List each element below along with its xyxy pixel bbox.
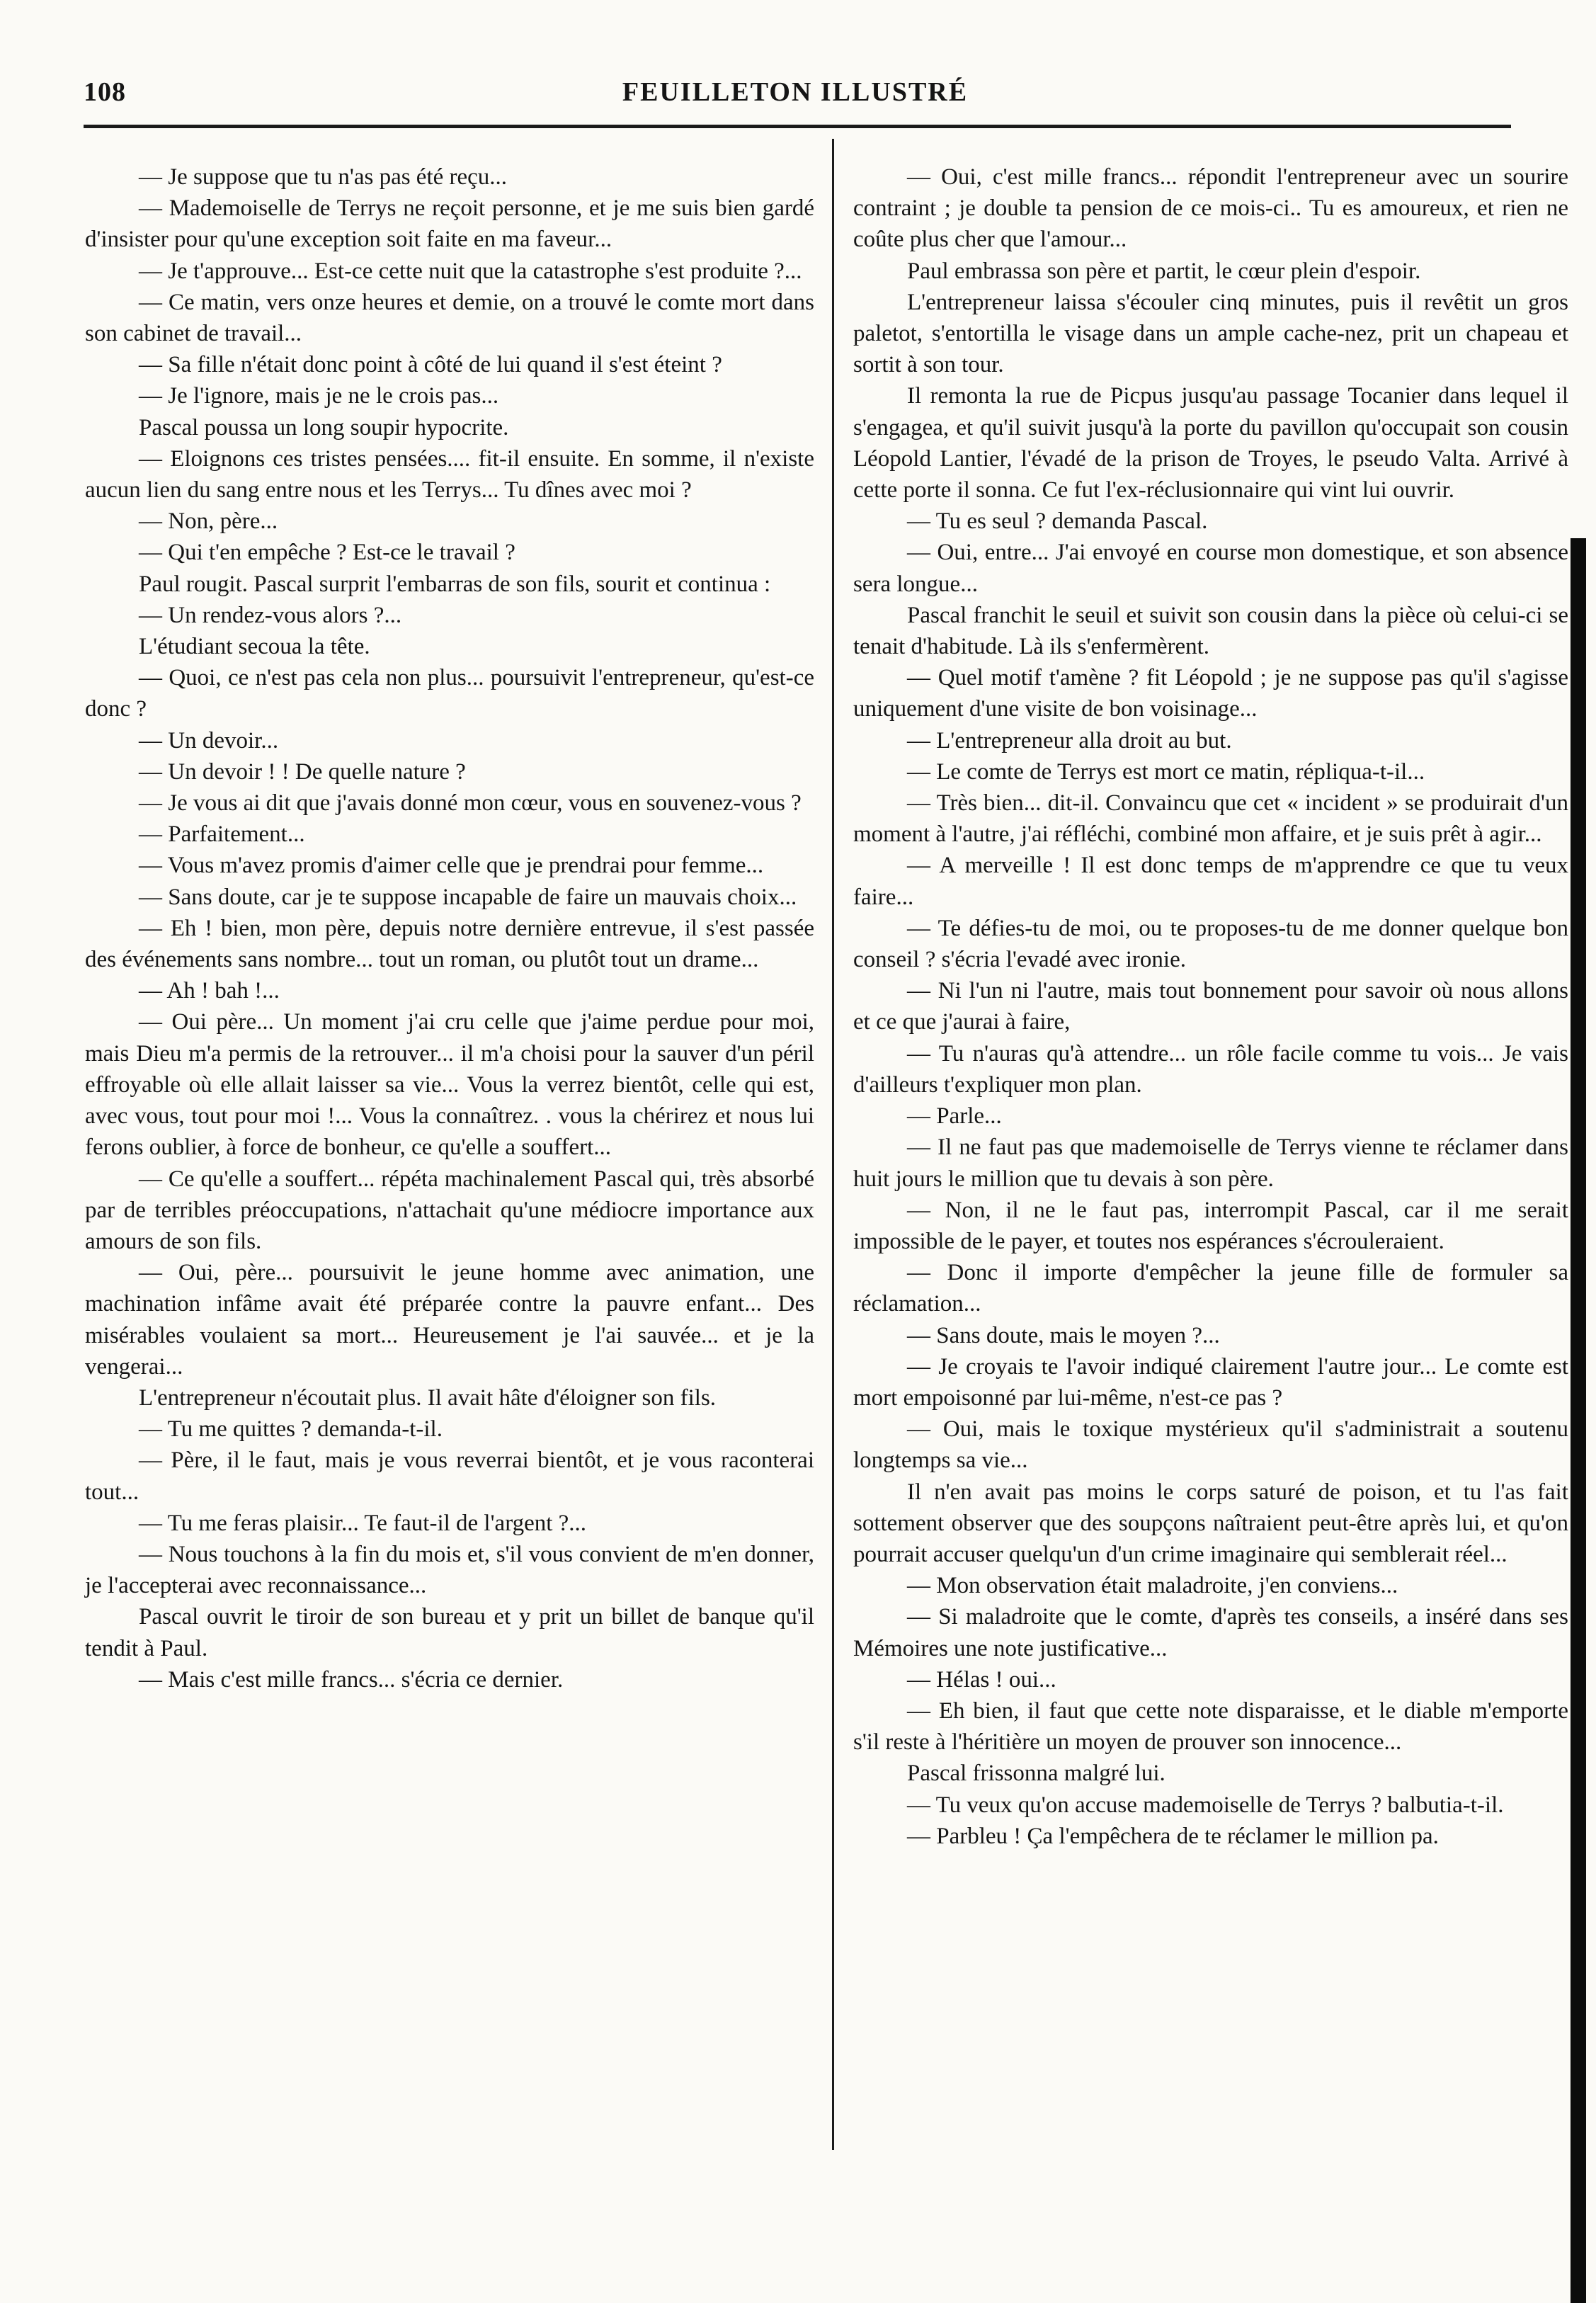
paragraph: — Je l'ignore, mais je ne le crois pas... (139, 383, 499, 409)
right-column (853, 161, 1568, 1852)
paragraph: — Tu n'auras qu'à attendre... un rôle facile comme tu vois... Je vais d'ailleurs t'expliquer mon plan. (853, 1040, 1568, 1098)
paragraph: Pascal franchit le seuil et suivit son cousin dans la pièce où celui-ci se tenait d'habitude. Là ils s'enfermèrent. (853, 602, 1568, 660)
header-rule (84, 125, 1511, 128)
paragraph: Il n'en avait pas moins le corps saturé de poison, et tu l'as fait sottement observer que des soupçons naîtraient peut-être après lui, et qu'on pourrait accuser quelqu'un d'un crime imaginaire qui semblerait réel... (853, 1479, 1568, 1567)
paragraph: — Sa fille n'était donc point à côté de lui quand il s'est éteint ? (139, 352, 722, 378)
paragraph: — Hélas ! oui... (907, 1666, 1056, 1693)
paragraph: — Nous touchons à la fin du mois et, s'il vous convient de m'en donner, je l'accepterai avec reconnaissance... (85, 1541, 814, 1599)
paragraph: — Parbleu ! Ça l'empêchera de te réclamer le million pa. (907, 1823, 1439, 1849)
paragraph: — Je croyais te l'avoir indiqué clairement l'autre jour... Le comte est mort empoisonné par lui-même, n'est-ce pas ? (853, 1353, 1568, 1411)
paragraph: — Il ne faut pas que mademoiselle de Terrys vienne te réclamer dans huit jours le million que tu devais à son père. (853, 1135, 1568, 1192)
paragraph: — Parfaitement... (139, 821, 305, 848)
paragraph: — Ce qu'elle a souffert... répéta machinalement Pascal qui, très absorbé par de terribles préoccupations, n'attachait qu'une médiocre importance aux amours de son fils. (85, 1166, 814, 1254)
paragraph: — Donc il importe d'empêcher la jeune fille de formuler sa réclamation... (853, 1260, 1568, 1317)
paragraph: — Je suppose que tu n'as pas été reçu... (139, 164, 508, 190)
scan-edge-shadow (1571, 538, 1586, 2303)
paragraph: — A merveille ! Il est donc temps de m'apprendre ce que tu veux faire... (853, 853, 1568, 910)
paragraph: — Tu es seul ? demanda Pascal. (907, 508, 1208, 535)
paragraph: — Vous m'avez promis d'aimer celle que je prendrai pour femme... (139, 853, 764, 879)
paragraph: — Oui père... Un moment j'ai cru celle que j'aime perdue pour moi, mais Dieu m'a permis de la retrouver... il m'a choisi pour la sauver d'un péril effroyable où elle allait laisser sa vie... Vous la verrez bientôt, celle qui est, avec vous, tout pour moi !... Vous la connaîtrez. . vous la chérirez et nous lui ferons oublier, à force de bonheur, ce qu'elle a souffert... (85, 1009, 814, 1161)
paragraph: — Un devoir ! ! De quelle nature ? (139, 758, 466, 785)
paragraph: L'entrepreneur laissa s'écouler cinq minutes, puis il revêtit un gros paletot, s'entortilla le visage dans un ample cache-nez, prit un chapeau et sortit à son tour. (853, 289, 1568, 378)
paragraph: Pascal poussa un long soupir hypocrite. (139, 414, 509, 440)
paragraph: — Non, il ne le faut pas, interrompit Pascal, car il me serait impossible de le payer, et toutes nos espérances s'écrouleraient. (853, 1197, 1568, 1254)
paragraph: — Sans doute, mais le moyen ?... (907, 1322, 1220, 1348)
paragraph: — Un rendez-vous alors ?... (139, 602, 402, 628)
paragraph: Il remonta la rue de Picpus jusqu'au passage Tocanier dans lequel il s'engagea, et qu'il suivit jusqu'à la porte du pavillon qu'occupait son cousin Léopold Lantier, l'évadé de la prison de Troyes, le pseudo Valta. Arrivé à cette porte il sonna. Ce fut l'ex-réclusionnaire qui vint lui ouvrir. (853, 383, 1568, 504)
paragraph: — Le comte de Terrys est mort ce matin, répliqua-t-il... (907, 758, 1425, 785)
paragraph: — Oui, entre... J'ai envoyé en course mon domestique, et son absence sera longue... (853, 540, 1568, 597)
column-divider (832, 139, 834, 2150)
paragraph: — Eh ! bien, mon père, depuis notre dernière entrevue, il s'est passée des événements sans nombre... tout un roman, ou plutôt tout un drame... (85, 915, 814, 973)
paragraph: Pascal frissonna malgré lui. (907, 1761, 1165, 1787)
paragraph: — L'entrepreneur alla droit au but. (907, 727, 1232, 754)
paragraph: — Un devoir... (139, 727, 279, 754)
paragraph: Pascal ouvrit le tiroir de son bureau et y prit un billet de banque qu'il tendit à Paul. (85, 1604, 814, 1661)
paragraph: — Mon observation était maladroite, j'en conviens... (907, 1573, 1398, 1599)
paragraph: — Oui, père... poursuivit le jeune homme avec animation, une machination infâme avait été préparée contre la pauvre enfant... Des misérables voulaient sa mort... Heureusement je l'ai sauvée... et je la vengerai... (85, 1260, 814, 1380)
paragraph: — Père, il le faut, mais je vous reverrai bientôt, et je vous raconterai tout... (85, 1448, 814, 1505)
paragraph: — Qui t'en empêche ? Est-ce le travail ? (139, 540, 515, 566)
paragraph: Paul embrassa son père et partit, le cœur plein d'espoir. (907, 258, 1421, 284)
paragraph: — Non, père... (139, 508, 278, 535)
paragraph: — Ah ! bah !... (139, 978, 280, 1004)
paragraph: — Oui, c'est mille francs... répondit l'entrepreneur avec un sourire contraint ; je double ta pension de ce mois-ci.. Tu es amoureux, et rien ne coûte plus cher que l'amour... (853, 164, 1568, 253)
paragraph: — Eh bien, il faut que cette note disparaisse, et le diable m'emporte s'il reste à l'héritière un moyen de prouver son innocence... (853, 1698, 1568, 1756)
paragraph: — Je vous ai dit que j'avais donné mon cœur, vous en souvenez-vous ? (139, 790, 802, 817)
paragraph: — Tu veux qu'on accuse mademoiselle de Terrys ? balbutia-t-il. (907, 1792, 1504, 1818)
paragraph: — Sans doute, car je te suppose incapable de faire un mauvais choix... (139, 884, 797, 910)
paragraph: L'étudiant secoua la tête. (139, 634, 370, 660)
paragraph: — Ce matin, vers onze heures et demie, on a trouvé le comte mort dans son cabinet de travail... (85, 289, 814, 347)
paragraph: Paul rougit. Pascal surprit l'embarras de son fils, sourit et continua : (139, 571, 771, 597)
paragraph: — Parle... (907, 1103, 1002, 1130)
running-title: FEUILLETON ILLUSTRÉ (622, 77, 969, 107)
paragraph: — Si maladroite que le comte, d'après tes conseils, a inséré dans ses Mémoires une note justificative... (853, 1604, 1568, 1661)
paragraph: — Quoi, ce n'est pas cela non plus... poursuivit l'entrepreneur, qu'est-ce donc ? (85, 665, 814, 722)
paragraph: — Tu me quittes ? demanda-t-il. (139, 1416, 443, 1443)
paragraph: — Quel motif t'amène ? fit Léopold ; je ne suppose pas qu'il s'agisse uniquement d'une visite de bon voisinage... (853, 665, 1568, 722)
paragraph: L'entrepreneur n'écoutait plus. Il avait hâte d'éloigner son fils. (139, 1384, 717, 1411)
left-column (85, 161, 814, 1695)
page-number: 108 (84, 77, 126, 107)
paragraph: — Te défies-tu de moi, ou te proposes-tu de me donner quelque bon conseil ? s'écria l'evadé avec ironie. (853, 915, 1568, 973)
paragraph: — Très bien... dit-il. Convaincu que cet « incident » se produirait d'un moment à l'autre, j'ai réfléchi, combiné mon affaire, et je suis prêt à agir... (853, 790, 1568, 848)
paragraph: — Je t'approuve... Est-ce cette nuit que la catastrophe s'est produite ?... (139, 258, 802, 284)
paragraph: — Mademoiselle de Terrys ne reçoit personne, et je me suis bien gardé d'insister pour qu'une exception soit faite en ma faveur... (85, 195, 814, 253)
paragraph: — Mais c'est mille francs... s'écria ce dernier. (139, 1666, 564, 1693)
paragraph: — Oui, mais le toxique mystérieux qu'il s'administrait a soutenu longtemps sa vie... (853, 1416, 1568, 1474)
paragraph: — Ni l'un ni l'autre, mais tout bonnement pour savoir où nous allons et ce que j'aurai à faire, (853, 978, 1568, 1035)
paragraph: — Eloignons ces tristes pensées.... fit-il ensuite. En somme, il n'existe aucun lien du sang entre nous et les Terrys... Tu dînes avec moi ? (85, 445, 814, 504)
paragraph: — Tu me feras plaisir... Te faut-il de l'argent ?... (139, 1510, 587, 1536)
page-header (84, 74, 1507, 116)
